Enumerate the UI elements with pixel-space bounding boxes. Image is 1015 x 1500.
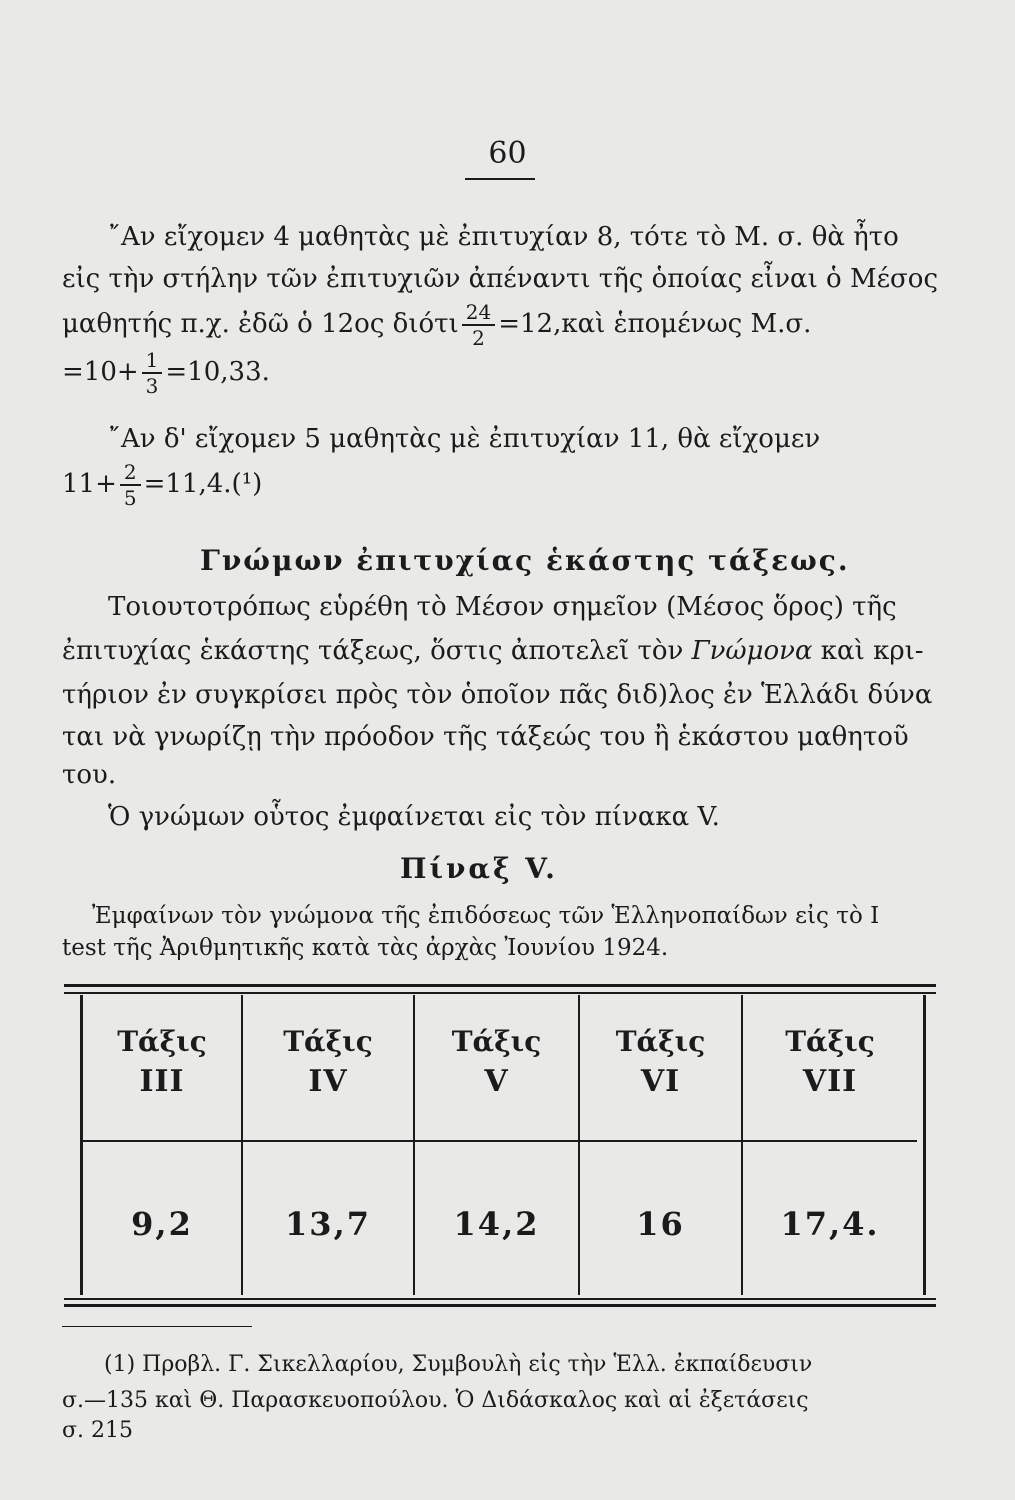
- body-text: =12,καὶ ἑπομένως Μ.σ.: [498, 309, 812, 339]
- body-line: ῎Αν εἴχομεν 4 μαθητὰς μὲ ἐπιτυχίαν 8, τότε τὸ Μ. σ. θὰ ἦτο: [108, 222, 899, 252]
- column-header-numeral: IV: [308, 1064, 348, 1099]
- column-header-word: Τάξις: [117, 1025, 207, 1058]
- body-text: μαθητής π.χ. ἐδῶ ὁ 12ος διότι: [62, 309, 459, 339]
- column-header: [83, 995, 241, 1142]
- column-header-word: Τάξις: [283, 1025, 373, 1058]
- footnote-line: (1) Προβλ. Γ. Σικελλαρίου, Συμβουλὴ εἰς τὴν Ἑλλ. ἐκπαίδευσιν: [104, 1352, 813, 1377]
- body-line-with-fraction: [62, 302, 811, 348]
- page-number-underline: [465, 178, 535, 180]
- fraction: [142, 350, 163, 396]
- table-top-rule: [64, 992, 936, 994]
- table-column-class-vi: [580, 995, 743, 1295]
- fraction: [120, 462, 141, 508]
- italic-term: Γνώμονα: [691, 636, 813, 666]
- column-value: 9,2: [131, 1205, 193, 1243]
- body-line: Ὁ γνώμων οὗτος ἐμφαίνεται εἰς τὸν πίνακα V.: [108, 802, 720, 832]
- body-line: εἰς τὴν στήλην τῶν ἐπιτυχιῶν ἀπέναντι τῆς ὁποίας εἶναι ὁ Μέσος: [62, 264, 939, 294]
- table-column-class-iii: [83, 995, 243, 1295]
- column-header-numeral: VI: [640, 1064, 681, 1099]
- footnote-rule: [62, 1326, 252, 1327]
- body-line: ῎Αν δ' εἴχομεν 5 μαθητὰς μὲ ἐπιτυχίαν 11, θὰ εἴχομεν: [108, 424, 821, 454]
- column-header: [415, 995, 578, 1142]
- table-top-rule: [64, 984, 936, 987]
- table-bottom-rule: [64, 1304, 936, 1307]
- table-caption-line: test τῆς Ἀριθμητικῆς κατὰ τὰς ἀρχὰς Ἰουνίου 1924.: [62, 935, 669, 961]
- footnote-line: σ. 215: [62, 1418, 133, 1443]
- fraction-numerator: 24: [462, 302, 495, 326]
- column-header-numeral: III: [139, 1064, 185, 1099]
- column-header-numeral: V: [484, 1064, 509, 1099]
- body-line: Τοιουτοτρόπως εὑρέθη τὸ Μέσον σημεῖον (Μέσος ὅρος) τῆς: [108, 592, 897, 622]
- fraction-denominator: 3: [145, 374, 159, 398]
- body-text: =10,33.: [165, 357, 270, 387]
- page-number: 60: [488, 136, 527, 171]
- column-header-word: Τάξις: [451, 1025, 542, 1058]
- body-line: ται νὰ γνωρίζῃ τὴν πρόοδον τῆς τάξεώς του ἢ ἑκάστου μαθητοῦ: [62, 722, 909, 752]
- column-header: [580, 995, 741, 1142]
- column-header-numeral: VII: [802, 1064, 858, 1099]
- column-value: 14,2: [453, 1205, 540, 1243]
- body-line: τήριον ἐν συγκρίσει πρὸς τὸν ὁποῖον πᾶς διδ)λος ἐν Ἑλλάδι δύνα: [62, 680, 933, 710]
- fraction: [462, 302, 495, 348]
- column-header: [243, 995, 413, 1142]
- body-text: καὶ κρι-: [820, 636, 924, 666]
- column-value: 17,4.: [780, 1205, 880, 1243]
- fraction-numerator: 2: [120, 462, 141, 486]
- fraction-numerator: 1: [142, 350, 163, 374]
- column-value: 13,7: [285, 1205, 371, 1243]
- section-heading: Γνώμων ἐπιτυχίας ἑκάστης τάξεως.: [200, 544, 850, 577]
- table-column-class-vii: [743, 995, 917, 1295]
- body-line-with-fraction: [62, 462, 262, 508]
- body-text: 11+: [62, 469, 117, 499]
- fraction-denominator: 2: [472, 326, 485, 350]
- body-text: =11,4.(¹): [143, 469, 263, 499]
- body-line-with-fraction: [62, 350, 270, 396]
- fraction-denominator: 5: [123, 486, 137, 510]
- table-column-class-iv: [243, 995, 415, 1295]
- table-caption-line: Ἐμφαίνων τὸν γνώμονα τῆς ἐπιδόσεως τῶν Ἑλληνοπαίδων εἰς τὸ I: [92, 903, 880, 929]
- table-bottom-rule: [64, 1298, 936, 1300]
- table-column-class-v: [415, 995, 580, 1295]
- column-value: 16: [636, 1205, 685, 1243]
- body-text: ἐπιτυχίας ἑκάστης τάξεως, ὅστις ἀποτελεῖ τὸν: [62, 636, 684, 666]
- body-line: [62, 636, 924, 666]
- body-line: του.: [62, 760, 117, 790]
- footnote-line: σ.—135 καὶ Θ. Παρασκευοπούλου. Ὁ Διδάσκαλος καὶ αἱ ἐξετάσεις: [62, 1388, 809, 1413]
- grade-table: [80, 995, 926, 1295]
- table-title: Πίναξ V.: [400, 852, 558, 885]
- body-text: =10+: [62, 357, 139, 387]
- column-header: [743, 995, 917, 1142]
- column-header-word: Τάξις: [615, 1025, 706, 1058]
- column-header-word: Τάξις: [785, 1025, 875, 1058]
